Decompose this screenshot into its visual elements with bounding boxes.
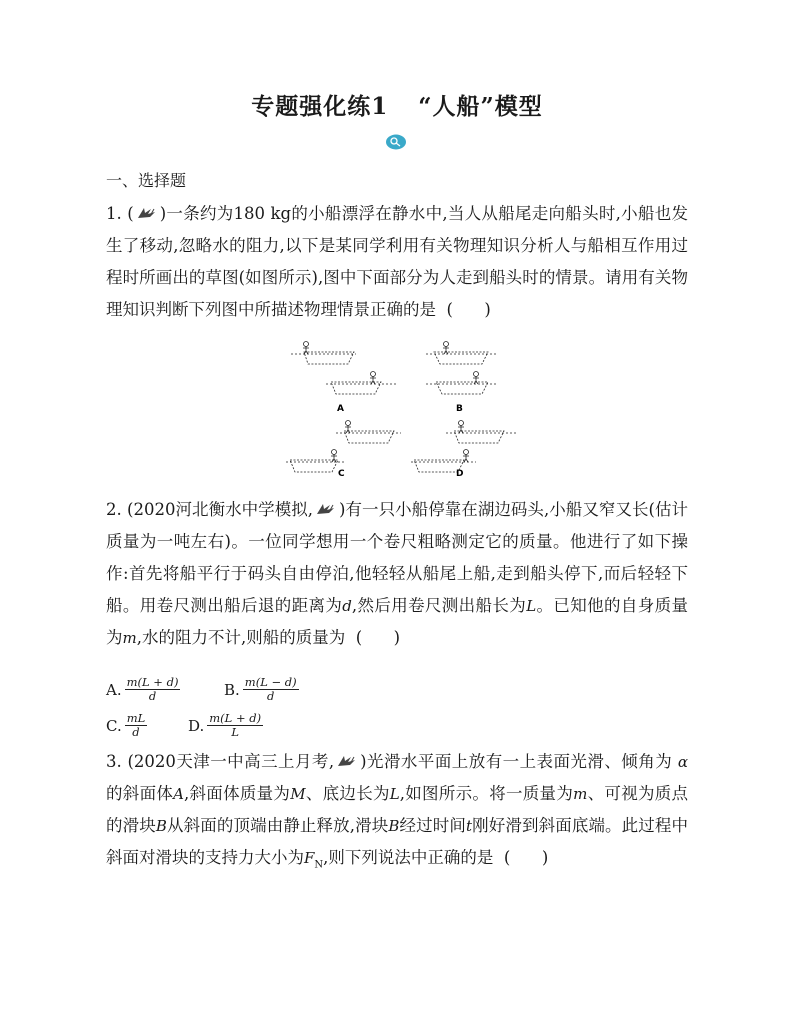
question-2 — [106, 494, 688, 654]
q2-text-4: ,水的阻力不计,则船的质量为 — [136, 628, 346, 647]
figure-label-c: C — [338, 469, 345, 476]
difficulty-stars-icon — [136, 206, 158, 220]
q3-text-6: 、可视为质点的滑块 — [106, 784, 689, 835]
q2-text-2: ,然后用卷尺测出船长为 — [351, 596, 527, 615]
q3-text-7: 从斜面的顶端由静止释放,滑块 — [166, 816, 389, 835]
q2-var-l: L — [526, 597, 537, 615]
q3-var-b2: B — [388, 817, 400, 835]
q1-text: )一条约为180 kg的小船漂浮在静水中,当人从船尾走向船头时,小船也发生了移动,忽略水的阻力,以下是某同学利用有关物理知识分析人与船相互作用过程时所画出的草图(如图所示),图中下面部分为人走到船头时的情景。请用有关物理知识判断下列图中所描述物理情景正确的是 — [106, 204, 688, 319]
title-part1: 专题强化练1 — [251, 93, 389, 120]
q3-var-fn-sub: N — [314, 859, 324, 871]
q3-number: 3. (2020天津一中高三上月考, — [106, 752, 335, 771]
q3-text-2: 的斜面体 — [106, 784, 174, 803]
audio-badge-icon[interactable] — [385, 133, 407, 151]
figure-label-d: D — [456, 469, 464, 476]
q3-var-m: m — [573, 785, 588, 803]
question-3 — [106, 746, 688, 881]
q3-text-5: ,如图所示。将一质量为 — [399, 784, 574, 803]
option-label: C. — [106, 716, 122, 735]
q3-var-big-m: M — [290, 785, 306, 803]
figure-label-b: B — [456, 404, 463, 414]
q2-answer-blank: ( ) — [345, 628, 401, 647]
numerator: mL — [126, 711, 146, 725]
q3-var-t: t — [465, 817, 473, 835]
difficulty-stars-icon — [315, 502, 337, 516]
q3-text-8: 经过时间 — [399, 816, 466, 835]
fraction — [243, 676, 299, 703]
q2-text-1: )有一只小船停靠在湖边码头,小船又窄又长(估计质量为一吨左右)。一位同学想用一个卷尺粗略测定它的质量。他进行了如下操作:首先将船平行于码头自由停泊,他轻轻从船尾上船,走到船头停下,而后轻轻下船。用卷尺测出船后退的距离为 — [106, 500, 688, 615]
denominator: d — [148, 689, 157, 703]
q3-answer-blank: ( ) — [493, 848, 549, 867]
denominator: L — [231, 725, 239, 739]
q3-text-10: ,则下列说法中正确的是 — [323, 848, 494, 867]
q2-text-3: 。已知他的自身质量为 — [106, 596, 689, 647]
q1-answer-blank: ( ) — [436, 300, 491, 319]
q2-var-m: m — [122, 629, 137, 647]
q3-var-a: A — [173, 785, 184, 803]
difficulty-stars-icon — [336, 754, 358, 768]
fraction — [207, 712, 263, 739]
numerator: m(L + d) — [126, 675, 179, 689]
option-label: B. — [224, 680, 240, 699]
title-part2: “人船”模型 — [418, 93, 543, 120]
q1-number: 1. ( — [106, 204, 134, 223]
page-title — [0, 88, 794, 121]
fraction — [125, 712, 148, 739]
numerator: m(L + d) — [209, 711, 262, 725]
question-1 — [106, 198, 688, 326]
fraction — [125, 676, 181, 703]
numerator: m(L − d) — [244, 675, 297, 689]
boat-diagrams-figure — [286, 336, 526, 476]
q3-text-1: )光滑水平面上放有一上表面光滑、倾角为 — [360, 752, 673, 771]
figure-label-a: A — [337, 404, 344, 414]
q3-text-9: 刚好滑到斜面底端。此过程中斜面对滑块的支持力大小为 — [106, 816, 689, 867]
q2-number: 2. (2020河北衡水中学模拟, — [106, 500, 314, 519]
q3-text-4: 、底边长为 — [305, 784, 390, 803]
q3-var-b: B — [155, 817, 167, 835]
q3-var-l: L — [389, 785, 400, 803]
denominator: d — [132, 725, 140, 739]
option-label: A. — [106, 680, 122, 699]
q3-var-fn: F — [304, 849, 315, 867]
section-heading: 一、选择题 — [106, 171, 187, 190]
q2-option-b[interactable] — [224, 676, 299, 703]
q3-var-alpha: α — [677, 753, 689, 771]
q2-option-d[interactable] — [188, 712, 263, 739]
q3-text-3: ,斜面体质量为 — [183, 784, 291, 803]
q2-var-d: d — [342, 597, 352, 615]
q2-option-c[interactable] — [106, 712, 147, 739]
denominator: d — [267, 689, 275, 703]
option-label: D. — [188, 716, 205, 735]
q2-option-a[interactable] — [106, 676, 180, 703]
